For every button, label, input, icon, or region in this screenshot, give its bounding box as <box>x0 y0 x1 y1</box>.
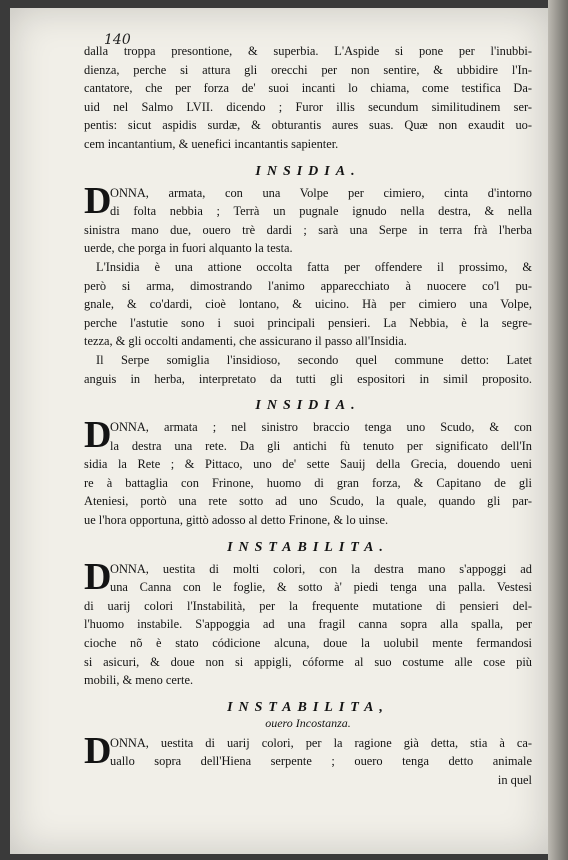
text-line: cantatore, che per forza de' suoi incanti lo chiama, come testifica Da- <box>84 81 532 96</box>
text-line: sinistra mano due, ouero trè dardi ; sarà una Serpe in terra frà l'herba <box>84 222 532 237</box>
text-line: la destra una rete. Da gli antichi fù tenuto per significato dell'In <box>110 438 532 453</box>
text-line: l'huomo instabile. S'appoggia ad una fragil canna sopra alla spalla, per <box>84 617 532 632</box>
text-line: uallo sopra dell'Hiena serpente ; ouero tenga detto animale <box>110 754 532 769</box>
text-line: Ateniesi, portò una rete sotto ad uno Scudo, la quale, quando gli par- <box>84 494 532 509</box>
text-line: però si arma, dimostrando l'animo apparecchiato à nuocere co'l pu- <box>84 278 532 293</box>
text-line: di folta nebbia ; Terrà un pugnale ignudo nella destra, & nella <box>110 204 532 219</box>
text-line: re à battaglia con Frinone, huomo di gran forza, & Capitano de gli <box>84 475 532 490</box>
text-line: L'Insidia è una attione occolta fatta per offendere il prossimo, & <box>96 259 532 274</box>
text-line: dienza, perche si attura gli orecchi per non sentire, & ubbidire l'In- <box>84 62 532 77</box>
drop-cap: D <box>84 729 112 772</box>
text-line: pentis: sicut aspidis surdæ, & obturantis aures suas. Quæ non exaudit uo- <box>84 118 532 133</box>
text-line: ONNA, uestita di molti colori, con la destra mano s'appoggi ad <box>110 561 532 576</box>
section-heading-instabilita-2: INSTABILITA, <box>227 699 389 715</box>
text-line: anguis in herba, interpretato da tutti gli espositori in simil proposito. <box>84 371 532 386</box>
text-line: ue l'hora opportuna, gittò adosso al detto Frinone, & lo uinse. <box>84 513 389 528</box>
paragraph <box>84 729 532 772</box>
section-subheading: ouero Incostanza. <box>265 715 351 730</box>
text-line: mobili, & meno certe. <box>84 673 194 688</box>
text-line: cem incantantium, & uenefici incantantis sapienter. <box>84 136 339 151</box>
text-line: una Canna con le foglie, & sotto à' piedi tenga una palla. Vestesi <box>110 580 532 595</box>
text-line: uid nel Salmo LVII. dicendo ; Furor illis secundum similitudinem ser- <box>84 99 532 114</box>
text-line: perche l'astutie sono i suoi principali pensieri. La Nebbia, è la segre- <box>84 315 532 330</box>
text-line: gnale, & co'dardi, cioè lontano, & uicino. Hà per cimiero una Volpe, <box>84 297 532 312</box>
text-line: sidia la Rete ; & Pittaco, uno de' sette Sauij della Grecia, douendo ueni <box>84 457 532 472</box>
drop-cap: D <box>84 414 112 457</box>
text-line: di uarij colori l'Instabilità, per la frequente mutatione di pensieri del- <box>84 598 532 613</box>
drop-cap: D <box>84 179 112 222</box>
catchword: in quel <box>497 773 532 787</box>
text-line: dalla troppa presontione, & superbia. L'Aspide si pone per l'inubbi- <box>84 44 532 58</box>
section-heading-insidia-2: INSIDIA. <box>255 398 361 414</box>
page-edge <box>548 0 568 860</box>
section-heading-instabilita: INSTABILITA. <box>227 539 389 555</box>
page-number: 140 <box>104 32 131 48</box>
text-line: tezza, & gli occolti andamenti, che assicurano il passo all'Insidia. <box>84 334 407 349</box>
text-line: Il Serpe somiglia l'insidioso, secondo quel commune detto: Latet <box>96 352 532 367</box>
paragraph <box>84 414 532 530</box>
text-line: si asicuri, & doue non si appigli, cóforme al suo costume alle cose più <box>84 654 532 669</box>
text-line: ONNA, armata ; nel sinistro braccio tenga uno Scudo, & con <box>110 420 532 435</box>
paragraph <box>84 179 532 258</box>
text-line: cioche nõ è stato códicione alcuna, doue la uolubil mente fermandosi <box>84 636 532 651</box>
paragraph <box>84 555 532 690</box>
page-text <box>84 42 532 789</box>
section-heading-insidia: INSIDIA. <box>255 163 361 179</box>
text-line: ONNA, uestita di uarij colori, per la ragione già detta, stia à ca- <box>110 735 532 750</box>
drop-cap: D <box>84 555 112 598</box>
text-line: ONNA, armata, con una Volpe per cimiero, cinta d'intorno <box>110 185 532 200</box>
text-line: uerde, che porga in fuori alquanto la testa. <box>84 241 293 256</box>
